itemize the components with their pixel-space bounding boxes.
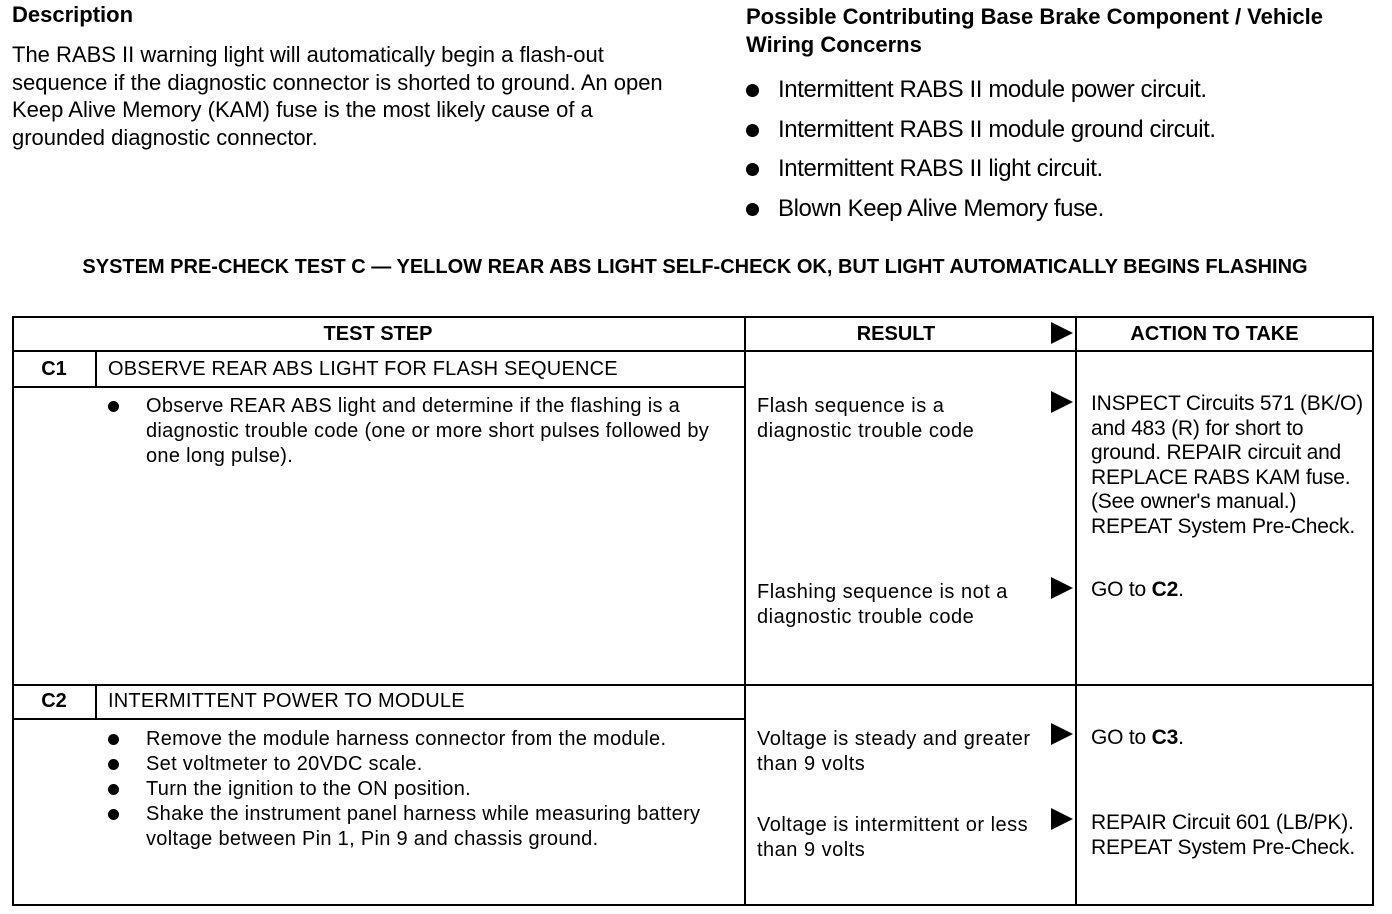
bullet-icon bbox=[746, 163, 759, 176]
bullet-icon bbox=[108, 784, 119, 795]
description-body: The RABS II warning light will automatically begin a flash-out sequence if the diagnostic connector is shorted to ground. An open Keep Alive Memory (KAM) fuse is the most likely cause of a grounded diagnostic connector. bbox=[12, 42, 663, 150]
action-c1-a: INSPECT Circuits 571 (BK/O) and 483 (R) for short to ground. REPAIR circuit and REPLACE RABS KAM fuse. (See owner's manual.) REPEAT System Pre-Check. bbox=[1091, 392, 1363, 538]
test-title: SYSTEM PRE-CHECK TEST C — YELLOW REAR ABS LIGHT SELF-CHECK OK, BUT LIGHT AUTOMATICALLY BEGINS FLASHING bbox=[82, 256, 1308, 278]
step-id-c1: C1 bbox=[41, 358, 67, 380]
step-title-c2: INTERMITTENT POWER TO MODULE bbox=[108, 690, 465, 712]
bullet-icon bbox=[108, 401, 119, 412]
header-result: RESULT bbox=[856, 323, 936, 345]
action-c2-a: GO to C3. bbox=[1091, 726, 1184, 749]
bullet-icon bbox=[108, 809, 119, 820]
step-c1-instructions bbox=[104, 394, 724, 469]
bullet-icon bbox=[746, 203, 759, 216]
concerns-heading: Possible Contributing Base Brake Component / Vehicle Wiring Concerns bbox=[746, 4, 1324, 57]
concerns-list bbox=[746, 70, 1216, 228]
result-c1-b: Flashing sequence is not a diagnostic trouble code bbox=[757, 581, 1008, 628]
result-c2-a: Voltage is steady and greater than 9 volts bbox=[757, 728, 1031, 775]
instruction-item: Set voltmeter to 20VDC scale. bbox=[104, 752, 724, 777]
header-test-step: TEST STEP bbox=[323, 323, 433, 345]
arrow-right-icon bbox=[1051, 322, 1073, 344]
concern-item: Intermittent RABS II light circuit. bbox=[746, 149, 1216, 189]
bullet-icon bbox=[108, 734, 119, 745]
concern-item: Intermittent RABS II module ground circuit. bbox=[746, 110, 1216, 150]
instruction-item: Turn the ignition to the ON position. bbox=[104, 777, 724, 802]
bullet-icon bbox=[108, 759, 119, 770]
instruction-item: Remove the module harness connector from the module. bbox=[104, 727, 724, 752]
arrow-right-icon bbox=[1051, 808, 1073, 830]
bullet-icon bbox=[746, 84, 759, 97]
step-c2-instructions bbox=[104, 727, 724, 852]
arrow-right-icon bbox=[1051, 577, 1073, 599]
action-c1-b: GO to C2. bbox=[1091, 578, 1184, 601]
result-c2-b: Voltage is intermittent or less than 9 volts bbox=[757, 814, 1029, 861]
action-c2-b: REPAIR Circuit 601 (LB/PK). REPEAT System Pre-Check. bbox=[1091, 811, 1355, 859]
instruction-item: Observe REAR ABS light and determine if the flashing is a diagnostic trouble code (one or more short pulses followed by one long pulse). bbox=[104, 394, 724, 469]
description-heading: Description bbox=[12, 2, 134, 27]
instruction-item: Shake the instrument panel harness while measuring battery voltage between Pin 1, Pin 9 and chassis ground. bbox=[104, 802, 724, 852]
arrow-right-icon bbox=[1051, 391, 1073, 413]
result-c1-a: Flash sequence is a diagnostic trouble code bbox=[757, 395, 975, 442]
concern-item: Intermittent RABS II module power circuit. bbox=[746, 70, 1216, 110]
arrow-right-icon bbox=[1051, 723, 1073, 745]
step-title-c1: OBSERVE REAR ABS LIGHT FOR FLASH SEQUENCE bbox=[108, 358, 618, 380]
header-action: ACTION TO TAKE bbox=[1130, 323, 1299, 345]
step-id-c2: C2 bbox=[41, 690, 67, 712]
concern-item: Blown Keep Alive Memory fuse. bbox=[746, 189, 1216, 229]
bullet-icon bbox=[746, 124, 759, 137]
